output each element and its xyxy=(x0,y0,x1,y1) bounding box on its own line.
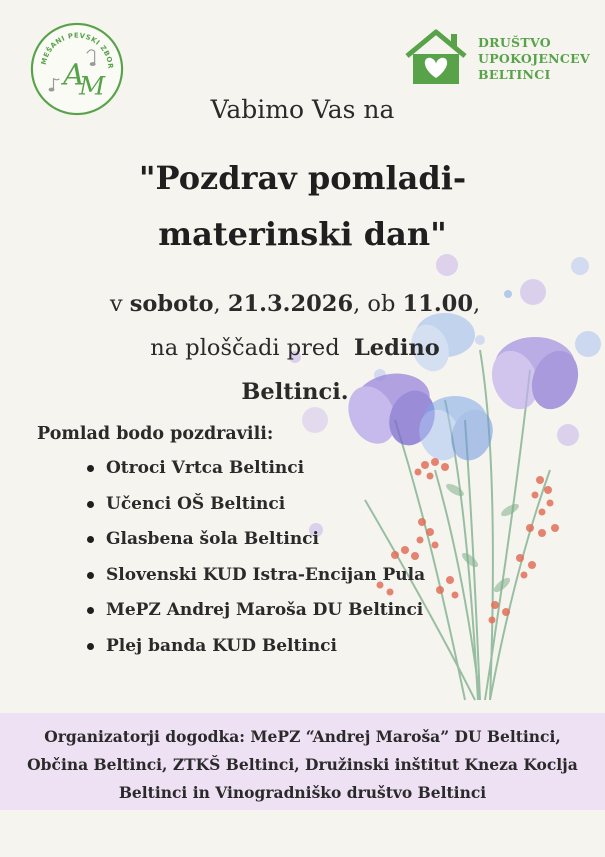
list-item: Glasbena šola Beltinci xyxy=(84,524,425,560)
svg-text:M: M xyxy=(78,71,106,102)
svg-text:A: A xyxy=(63,57,85,92)
date-separator: , xyxy=(213,291,228,317)
event-day: soboto xyxy=(129,291,214,317)
date-line-end: , xyxy=(473,291,481,317)
organizers-band xyxy=(0,713,605,810)
time-prefix: , ob xyxy=(353,291,403,317)
list-item: Učenci OŠ Beltinci xyxy=(84,489,425,525)
association-line-3: BELTINCI xyxy=(478,67,551,82)
location-place: Ledino xyxy=(353,335,440,361)
association-name xyxy=(478,35,590,83)
event-title-line-2: materinski dan" xyxy=(158,215,447,253)
organizers-text: Organizatorji dogodka: MePZ “Andrej Maroša” DU Beltinci, Občina Beltinci, ZTKŠ Beltinci, Družinski inštitut Kneza Koclja Beltinci in Vinogradniško društvo Beltinci xyxy=(27,727,578,802)
choir-logo-arc-text: MEŠANI PEVSKI ZBOR xyxy=(39,31,115,70)
location-line xyxy=(60,326,530,370)
performers-heading: Pomlad bodo pozdravili: xyxy=(37,424,274,444)
date-time-line xyxy=(60,282,530,326)
association-line-2: UPOKOJENCEV xyxy=(478,51,590,66)
event-title-line-1: "Pozdrav pomladi- xyxy=(138,159,467,197)
house-heart-icon xyxy=(403,28,469,88)
date-prefix: v xyxy=(109,291,130,317)
event-time: 11.00 xyxy=(402,291,473,317)
performers-list xyxy=(84,453,425,666)
event-details xyxy=(60,282,530,414)
association-logo xyxy=(403,28,593,88)
list-item: Slovenski KUD Istra-Encijan Pula xyxy=(84,560,425,596)
location-town-line xyxy=(60,370,530,414)
location-prefix: na ploščadi pred xyxy=(150,335,354,361)
list-item: Otroci Vrtca Beltinci xyxy=(84,453,425,489)
event-title xyxy=(0,150,605,262)
invite-line: Vabimo Vas na xyxy=(210,95,395,124)
association-line-1: DRUŠTVO xyxy=(478,35,551,50)
location-town: Beltinci. xyxy=(241,379,349,405)
event-date: 21.3.2026 xyxy=(227,291,354,317)
list-item: Plej banda KUD Beltinci xyxy=(84,631,425,667)
list-item: MePZ Andrej Maroša DU Beltinci xyxy=(84,595,425,631)
